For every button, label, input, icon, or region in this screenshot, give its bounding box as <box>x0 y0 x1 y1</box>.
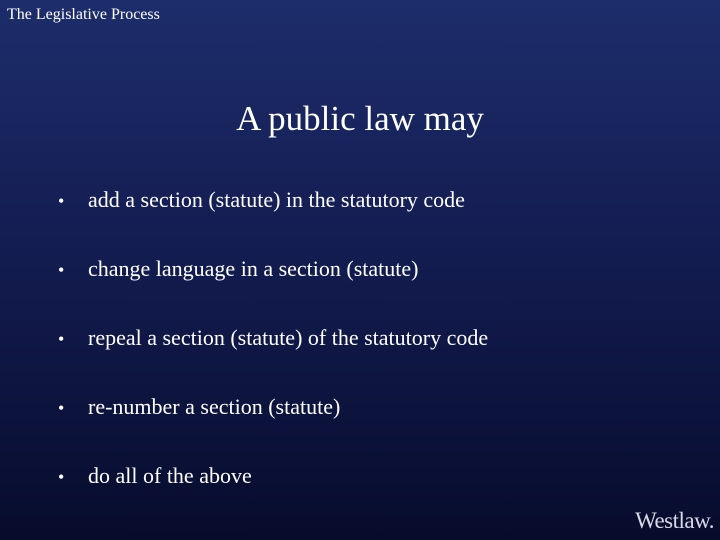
bullet-text: add a section (statute) in the statutory code <box>88 187 465 212</box>
slide-title: A public law may <box>236 99 484 138</box>
bullet-list <box>58 185 488 530</box>
bullet-text: change language in a section (statute) <box>88 256 419 281</box>
bullet-icon: • <box>58 329 65 349</box>
bullet-icon: • <box>58 398 65 418</box>
bullet-icon: • <box>58 467 65 487</box>
bullet-text: do all of the above <box>88 463 252 488</box>
slide-header: The Legislative Process <box>7 6 160 23</box>
bullet-item <box>58 254 488 323</box>
bullet-item <box>58 323 488 392</box>
bullet-text: repeal a section (statute) of the statutory code <box>88 325 489 350</box>
bullet-icon: • <box>58 260 65 280</box>
bullet-item <box>58 392 488 461</box>
bullet-icon: • <box>58 191 65 211</box>
bullet-item <box>58 185 488 254</box>
bullet-text: re-number a section (statute) <box>88 394 341 419</box>
westlaw-logo: Westlaw. <box>635 508 714 533</box>
bullet-item <box>58 461 488 530</box>
